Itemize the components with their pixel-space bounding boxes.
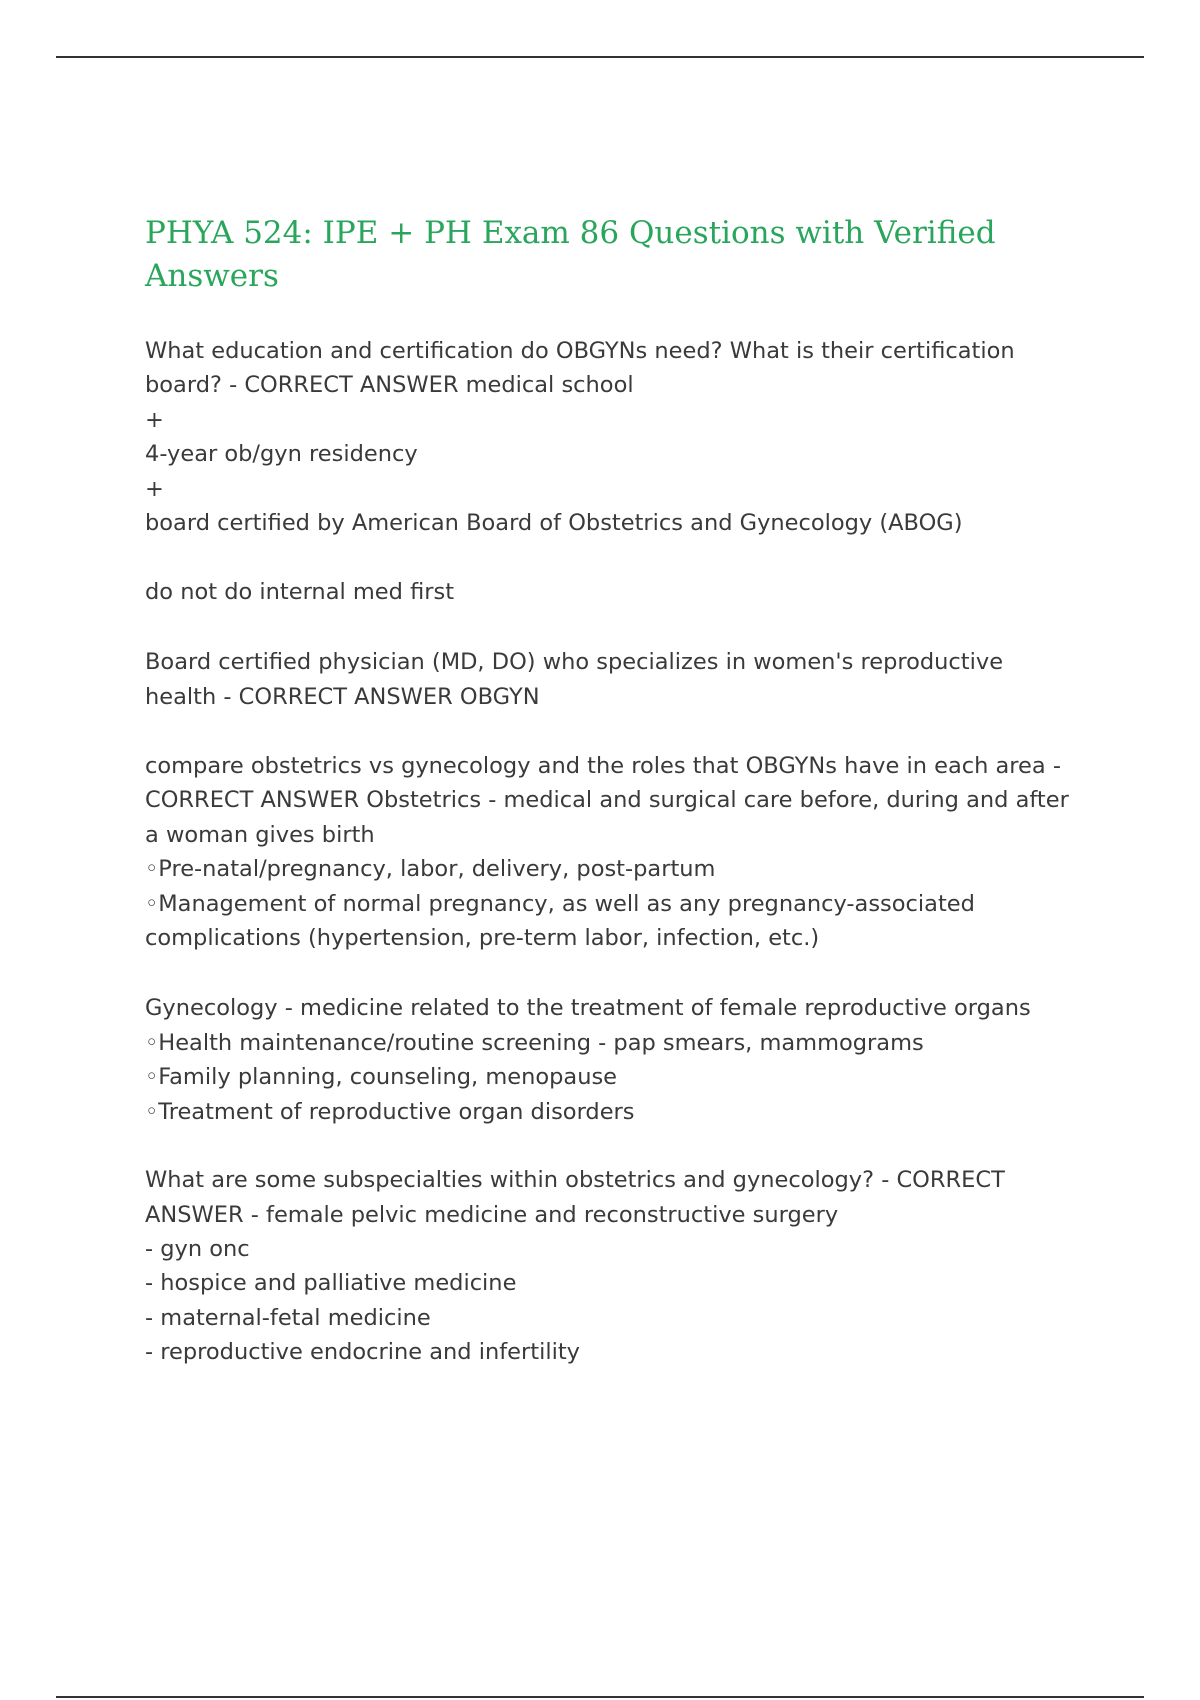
text-line: Gynecology - medicine related to the treatment of female reproductive organs xyxy=(145,995,1031,1022)
qa-block-2 xyxy=(145,645,1085,714)
text-line: Board certified physician (MD, DO) who specializes in women's reproductive xyxy=(145,649,1004,676)
text-line: a woman gives birth xyxy=(145,821,375,848)
page-footer-rule xyxy=(56,1696,1144,1698)
text-line: + xyxy=(145,475,164,502)
text-line: What education and certification do OBGYNs need? What is their certification xyxy=(145,338,1015,364)
text-line: health - CORRECT ANSWER OBGYN xyxy=(145,683,540,710)
text-line: do not do internal med first xyxy=(145,578,455,605)
text-line: compare obstetrics vs gynecology and the roles that OBGYNs have in each area - xyxy=(145,753,1061,780)
document-title: PHYA 524: IPE + PH Exam 86 Questions with Verified Answers xyxy=(145,215,996,294)
text-line: + xyxy=(145,406,164,433)
qa-block-4 xyxy=(145,1163,1085,1369)
paragraph-spacer xyxy=(145,1129,1085,1163)
text-line: - maternal-fetal medicine xyxy=(145,1304,431,1331)
blank-line xyxy=(145,955,1085,991)
text-line: CORRECT ANSWER Obstetrics - medical and surgical care before, during and after xyxy=(145,787,1069,814)
paragraph-spacer xyxy=(145,714,1085,749)
blank-line xyxy=(145,540,1085,574)
text-line: ◦Treatment of reproductive organ disorders xyxy=(145,1098,635,1125)
text-line: - hospice and palliative medicine xyxy=(145,1270,517,1297)
text-line: ◦Family planning, counseling, menopause xyxy=(145,1064,618,1091)
text-line: ◦Management of normal pregnancy, as well as any pregnancy-associated xyxy=(145,890,975,917)
text-line: - gyn onc xyxy=(145,1235,250,1262)
text-line: board certified by American Board of Obstetrics and Gynecology (ABOG) xyxy=(145,510,963,537)
text-line: ◦Pre-natal/pregnancy, labor, delivery, post-partum xyxy=(145,856,716,883)
text-line: ◦Health maintenance/routine screening - pap smears, mammograms xyxy=(145,1029,924,1056)
text-line: ANSWER - female pelvic medicine and reconstructive surgery xyxy=(145,1201,839,1228)
text-line: 4-year ob/gyn residency xyxy=(145,441,418,468)
page-header-rule xyxy=(56,56,1144,58)
qa-block-3 xyxy=(145,749,1085,1129)
text-line: complications (hypertension, pre-term labor, infection, etc.) xyxy=(145,925,820,952)
paragraph-spacer xyxy=(145,609,1085,645)
document-body xyxy=(145,212,1085,1370)
title-spacer xyxy=(145,298,1085,334)
qa-block-1 xyxy=(145,334,1085,609)
text-line: board? - CORRECT ANSWER medical school xyxy=(145,372,634,399)
text-line: What are some subspecialties within obstetrics and gynecology? - CORRECT xyxy=(145,1167,1005,1194)
text-line: - reproductive endocrine and infertility xyxy=(145,1339,580,1366)
